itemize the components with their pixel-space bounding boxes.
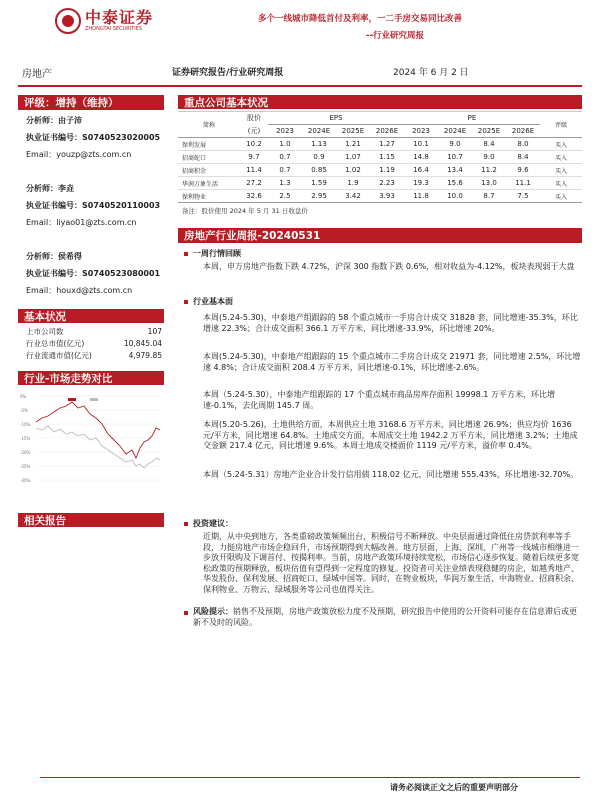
- basic-info-bar: 基本状况: [18, 309, 164, 323]
- pe-cell: 11.8: [413, 192, 429, 200]
- cert-number: S0740520110003: [82, 201, 161, 210]
- rating-bar: 评级：增持（维持）: [18, 95, 164, 110]
- analyst-name: 李垚: [58, 184, 74, 193]
- risk-text: 销售不及预期，房地产政策放松力度不及预期，研究报告中使用的公开资料可能存在信息滞后或更新不及时的风险。: [193, 607, 577, 627]
- analyst-email[interactable]: youzp@zts.com.cn: [56, 150, 132, 159]
- bullet-icon: [184, 300, 188, 304]
- eps-cell: 1.19: [379, 166, 395, 174]
- basic-value: 4,979.85: [128, 351, 162, 360]
- price-cell: 27.2: [246, 179, 262, 187]
- market-chart-bar: 行业-市场走势对比: [18, 371, 164, 385]
- svg-text:-30%: -30%: [20, 478, 31, 483]
- pe-cell: 16.4: [413, 166, 429, 174]
- eps-cell: 0.7: [279, 166, 291, 174]
- pe-cell: 13.4: [447, 166, 463, 174]
- company-name-en: ZHONGTAI SECURITIES: [85, 26, 143, 32]
- eps-cell: 2.5: [279, 192, 291, 200]
- analyst-role: 分析师：: [26, 116, 58, 125]
- companies-table: [178, 111, 582, 203]
- svg-text:-5%: -5%: [20, 408, 28, 413]
- eps-cell: 1.21: [345, 140, 361, 148]
- col-header-name: 简称: [202, 122, 215, 129]
- svg-text:-20%: -20%: [20, 450, 31, 455]
- advice-title: 投资建议：: [193, 519, 233, 528]
- year-header: 2025E: [477, 127, 501, 135]
- cert-label: 执业证书编号：: [26, 269, 82, 278]
- rating-cell: 买入: [554, 141, 567, 149]
- pe-cell: 10.1: [413, 140, 429, 148]
- basic-info-table: [26, 326, 162, 362]
- related-reports-bar: 相关报告: [18, 513, 164, 527]
- footer-disclaimer: 请务必阅读正文之后的重要声明部分: [390, 783, 518, 792]
- pe-cell: 10.0: [447, 192, 463, 200]
- pe-cell: 8.0: [517, 140, 529, 148]
- pe-cell: 7.5: [517, 192, 529, 200]
- section-fundamentals: 行业基本面: [193, 297, 233, 306]
- price-cell: 11.4: [246, 166, 262, 174]
- eps-cell: 1.27: [379, 140, 395, 148]
- header-rule: [18, 85, 582, 87]
- company-name-cell: 招商蛇口: [182, 154, 207, 162]
- table-row: [178, 151, 582, 164]
- sector-label: 房地产: [22, 69, 52, 80]
- risk-title: 风险提示：: [193, 607, 233, 616]
- cert-number: S0740523080001: [82, 269, 161, 278]
- price-cell: 10.2: [246, 140, 262, 148]
- fundamentals-p4: 本周(5.20-5.26)，土地供给方面，本周供应土地 3168.6 万平方米，同比增速 26.9%；供应均价 1636 元/平方米，同比增速 64.8%。土地成交方面，本周成交土地 1942.2 万平方米，同比增速 3.2%；土地成交金额 217.4 亿元，同比增速 9.6%。本周土地成交楼面价 1119 元/平方米，溢价率 0.4%。: [203, 420, 578, 450]
- logo-mark-icon: [55, 8, 81, 34]
- section-market-review: 一周行情回顾: [193, 249, 241, 258]
- col-header-price: 股价: [247, 114, 261, 123]
- eps-cell: 1.07: [345, 153, 361, 161]
- basic-label: 行业流通市值(亿元): [26, 351, 92, 360]
- year-header: 2023: [412, 127, 430, 135]
- footer-rule: [40, 777, 580, 778]
- col-header-price-unit: (元): [247, 126, 261, 135]
- eps-cell: 2.23: [379, 179, 395, 187]
- bullet-icon: [184, 611, 188, 615]
- rating-cell: 买入: [554, 167, 567, 175]
- analyst-block-1: [26, 115, 160, 160]
- company-name: 中泰证券: [85, 8, 154, 27]
- report-subtitle: --行业研究周报: [366, 31, 425, 41]
- eps-cell: 1.59: [311, 179, 327, 187]
- report-title: 多个一线城市降低首付及利率，一二手房交易同比改善: [258, 14, 463, 24]
- year-header: 2025E: [341, 127, 365, 135]
- analyst-block-3: [26, 251, 160, 296]
- eps-cell: 3.42: [345, 192, 361, 200]
- fundamentals-p2: 本周(5.24-5.30)，中泰地产组跟踪的 15 个重点城市二手房合计成交 21971 套，同比增速 2.5%，环比增速 4.8%；合计成交面积 208.4 万平方米，同比增速-0.1%，环比增速-2.6%。: [203, 352, 581, 372]
- pe-cell: 9.6: [517, 166, 529, 174]
- table-note: 备注：股价使用 2024 年 5 月 31 日收盘价: [182, 207, 308, 215]
- svg-text:-25%: -25%: [20, 464, 31, 469]
- price-cell: 9.7: [248, 153, 260, 161]
- eps-cell: 1.15: [379, 153, 395, 161]
- pe-cell: 19.3: [413, 179, 429, 187]
- pe-cell: 8.7: [483, 192, 495, 200]
- table-row: [178, 177, 582, 190]
- company-logo: [55, 8, 153, 34]
- svg-text:-15%: -15%: [20, 436, 31, 441]
- email-label: Email：: [26, 150, 57, 159]
- bullet-icon: [184, 252, 188, 256]
- company-name-cell: 招商积余: [182, 167, 207, 175]
- company-name-cell: 保利物业: [182, 193, 207, 201]
- cert-number: S0740523020005: [82, 133, 161, 142]
- eps-cell: 1.02: [345, 166, 361, 174]
- report-date: 2024 年 6 月 2 日: [393, 68, 469, 78]
- cert-label: 执业证书编号：: [26, 133, 82, 142]
- fundamentals-p1: 本周(5.24-5.30)，中泰地产组跟踪的 58 个重点城市一手房合计成交 31828 套，同比增速-35.3%，环比增速 22.3%；合计成交面积 366.1 万平方米，同比增速-33.9%，环比增速 20%。: [203, 313, 578, 333]
- svg-text:0%: 0%: [20, 394, 27, 399]
- rating-cell: 买入: [554, 154, 567, 162]
- eps-cell: 0.9: [313, 153, 325, 161]
- rating-cell: 买入: [554, 193, 567, 201]
- pe-cell: 9.0: [483, 153, 495, 161]
- companies-bar: 重点公司基本状况: [178, 95, 582, 109]
- rating-cell: 买入: [554, 180, 567, 188]
- analyst-name: 侯希得: [58, 252, 82, 261]
- year-header: 2026E: [511, 127, 535, 135]
- advice-text: 近期，从中央到地方，各类重磅政策频频出台，积极信号不断释放。中央层面通过降低住房贷款利率等手段，力挺房地产市场企稳回升，市场预期得到大幅改善。地方层面，上海、深圳、广州等一线城市相继进一步放开限购及下调首付、按揭利率。当前，房地产政策环境持续宽松，市场信心逐步恢复。随着后续更多宽松政策的预期释放，板块估值有望得到一定程度的修复。投资者可关注业绩表现稳健的房企，如越秀地产、华发股份、保利发展、招商蛇口、绿城中国等。同时，在物业板块，华润万象生活、中海物业、招商积余、保利物业、万物云、绿城服务等公司也值得关注。: [203, 532, 579, 594]
- market-trend-chart: [18, 388, 164, 500]
- table-row: [178, 164, 582, 177]
- bullet-icon: [184, 522, 188, 526]
- company-name-cell: 保利发展: [182, 141, 207, 149]
- eps-cell: 1.3: [279, 179, 291, 187]
- pe-cell: 15.6: [447, 179, 463, 187]
- fundamentals-p3: 本周（5.24-5.30），中泰地产组跟踪的 17 个重点城市商品房库存面积 19998.1 万平方米，环比增速-0.1%，去化周期 145.7 周。: [203, 390, 555, 410]
- analyst-email[interactable]: houxd@zts.com.cn: [56, 286, 133, 295]
- year-header: 2024E: [443, 127, 467, 135]
- email-label: Email：: [26, 218, 57, 227]
- report-type: 证券研究报告/行业研究周报: [172, 68, 284, 78]
- fundamentals-p5: 本周（5.24-5.31）房地产企业合计发行信用债 118.02 亿元，同比增速 555.43%，环比增速-32.70%。: [203, 470, 579, 479]
- table-row: [178, 138, 582, 151]
- eps-cell: 2.95: [311, 192, 327, 200]
- price-cell: 32.6: [246, 192, 262, 200]
- svg-text:-10%: -10%: [20, 422, 31, 427]
- company-name-cell: 华润万象生活: [182, 180, 219, 188]
- year-header: 2024E: [307, 127, 331, 135]
- eps-cell: 0.85: [311, 166, 327, 174]
- basic-label: 上市公司数: [26, 327, 64, 336]
- col-header-pe: PE: [404, 112, 540, 125]
- email-label: Email：: [26, 286, 57, 295]
- market-review-text: 本周，申万房地产指数下跌 4.72%，沪深 300 指数下跌 0.6%，相对收益为-4.12%，板块表现弱于大盘: [203, 262, 575, 271]
- analyst-name: 由子沛: [58, 116, 82, 125]
- eps-cell: 1.9: [347, 179, 359, 187]
- analyst-role: 分析师：: [26, 252, 58, 261]
- basic-value: 10,845.04: [123, 339, 162, 348]
- pe-cell: 8.4: [517, 153, 529, 161]
- analyst-email[interactable]: liyao01@zts.com.cn: [56, 218, 137, 227]
- pe-cell: 8.4: [483, 140, 495, 148]
- analyst-role: 分析师：: [26, 184, 58, 193]
- pe-cell: 9.0: [449, 140, 461, 148]
- eps-cell: 1.13: [311, 140, 327, 148]
- pe-cell: 14.8: [413, 153, 429, 161]
- table-row: [178, 190, 582, 203]
- col-header-rating: 评级: [554, 122, 567, 129]
- cert-label: 执业证书编号：: [26, 201, 82, 210]
- weekly-bar: 房地产行业周报-20240531: [178, 228, 582, 243]
- pe-cell: 10.7: [447, 153, 463, 161]
- analyst-block-2: [26, 183, 160, 228]
- pe-cell: 11.1: [515, 179, 531, 187]
- risk-block: [193, 607, 581, 628]
- eps-cell: 3.93: [379, 192, 395, 200]
- col-header-eps: EPS: [268, 112, 404, 125]
- year-header: 2023: [276, 127, 294, 135]
- basic-value: 107: [147, 327, 162, 336]
- pe-cell: 13.0: [481, 179, 497, 187]
- year-header: 2026E: [375, 127, 399, 135]
- basic-label: 行业总市值(亿元): [26, 339, 85, 348]
- pe-cell: 11.2: [481, 166, 497, 174]
- eps-cell: 1.0: [279, 140, 291, 148]
- eps-cell: 0.7: [279, 153, 291, 161]
